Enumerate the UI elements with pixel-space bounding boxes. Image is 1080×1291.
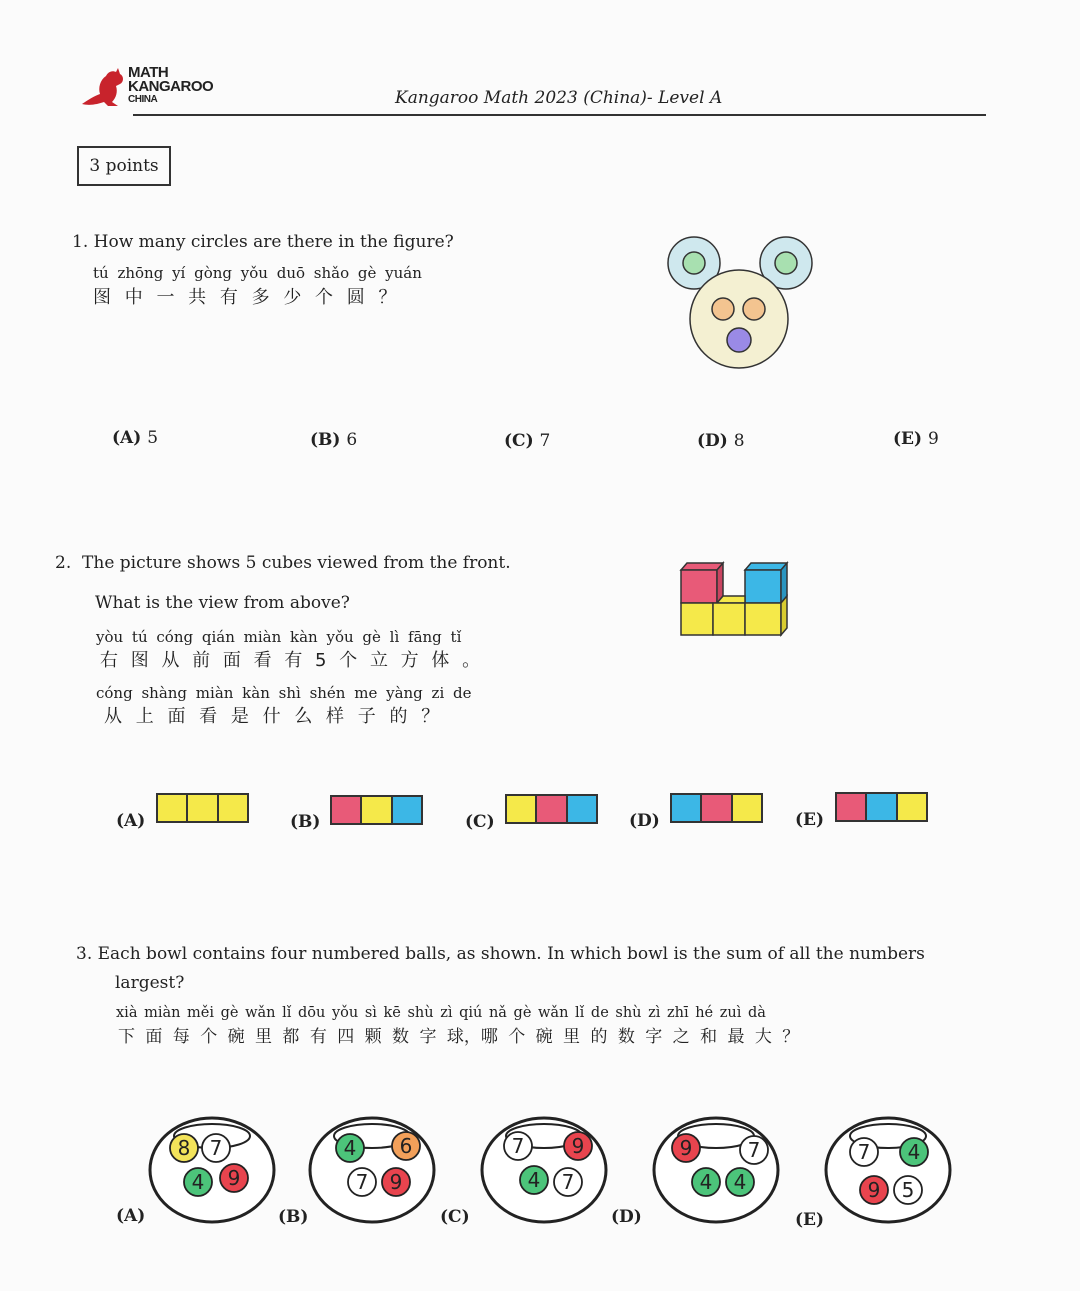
logo-line-2: KANGAROO bbox=[128, 78, 214, 95]
strip-cell bbox=[702, 795, 732, 821]
q2-question bbox=[55, 553, 511, 573]
mouth-circle bbox=[727, 328, 751, 352]
header-divider bbox=[133, 114, 986, 116]
option-value: 6 bbox=[346, 430, 358, 450]
q2-option-d[interactable] bbox=[670, 793, 763, 823]
bowl-e[interactable] bbox=[826, 1118, 950, 1222]
option-label: (B) bbox=[310, 430, 341, 450]
q2-option-c[interactable] bbox=[505, 794, 598, 824]
q3-option-b-label: (B) bbox=[278, 1207, 309, 1227]
bowl-c[interactable] bbox=[482, 1118, 606, 1222]
q2-option-e-label: (E) bbox=[795, 810, 825, 830]
bowl-body bbox=[654, 1118, 778, 1222]
strip-cell bbox=[362, 797, 392, 823]
yellow-cube-2 bbox=[713, 603, 745, 635]
option-value: 9 bbox=[927, 429, 939, 449]
strip-cell bbox=[867, 794, 897, 820]
red-cube bbox=[681, 570, 717, 603]
strip-cell bbox=[568, 796, 596, 822]
strip-cell bbox=[332, 797, 362, 823]
q3-option-e-label: (E) bbox=[795, 1210, 825, 1230]
ball-number: 7 bbox=[561, 1170, 575, 1194]
q3-number: 3. bbox=[76, 944, 93, 964]
q1-option-c[interactable] bbox=[504, 431, 550, 451]
ball-number: 7 bbox=[209, 1136, 223, 1160]
q3-question bbox=[76, 944, 925, 964]
q3-option-c-label: (C) bbox=[440, 1207, 470, 1227]
ball-number: 9 bbox=[679, 1136, 693, 1160]
q2-option-a-label: (A) bbox=[116, 811, 146, 831]
q2-number: 2. bbox=[55, 553, 72, 573]
q1-option-b[interactable] bbox=[310, 430, 357, 450]
q2-pinyin-1: yòu tú cóng qián miàn kàn yǒu gè lì fāng tǐ bbox=[96, 628, 462, 646]
math-kangaroo-logo bbox=[78, 66, 218, 110]
option-label: (A) bbox=[112, 428, 142, 448]
ball-number: 4 bbox=[527, 1168, 541, 1192]
q2-option-a[interactable] bbox=[156, 793, 249, 823]
ball-number: 7 bbox=[355, 1170, 369, 1194]
q2-hanzi-1: 右 图 从 前 面 看 有 5 个 立 方 体 。 bbox=[100, 650, 481, 671]
strip-cell bbox=[733, 795, 761, 821]
page-title: Kangaroo Math 2023 (China)- Level A bbox=[395, 88, 723, 108]
blue-cube bbox=[745, 570, 781, 603]
bowl-body bbox=[310, 1118, 434, 1222]
ball-number: 4 bbox=[907, 1140, 921, 1164]
option-label: (D) bbox=[697, 431, 728, 451]
q1-option-a[interactable] bbox=[112, 428, 158, 448]
strip-cell bbox=[188, 795, 218, 821]
ball-number: 9 bbox=[227, 1166, 241, 1190]
q2-option-e[interactable] bbox=[835, 792, 928, 822]
q1-question bbox=[72, 232, 454, 252]
q3-pinyin: xià miàn měi gè wǎn lǐ dōu yǒu sì kē shù zì qiú nǎ gè wǎn lǐ de shù zì zhī hé zuì dà bbox=[116, 1005, 766, 1021]
kangaroo-icon bbox=[78, 66, 128, 110]
q2-hanzi-2: 从 上 面 看 是 什 么 样 子 的 ？ bbox=[104, 706, 440, 727]
option-label: (E) bbox=[893, 429, 923, 449]
q3-option-a-label: (A) bbox=[116, 1206, 146, 1226]
q1-option-e[interactable] bbox=[893, 429, 939, 449]
q3-bowls-figure bbox=[0, 1100, 1080, 1240]
q1-circles-figure bbox=[660, 230, 820, 375]
q2-text-1: The picture shows 5 cubes viewed from the front. bbox=[82, 553, 511, 573]
bowl-body bbox=[826, 1118, 950, 1222]
strip-cell bbox=[158, 795, 188, 821]
strip-cell bbox=[898, 794, 926, 820]
ball-number: 5 bbox=[901, 1178, 915, 1202]
bowl-b[interactable] bbox=[310, 1118, 434, 1222]
ball-number: 7 bbox=[857, 1140, 871, 1164]
strip-cell bbox=[507, 796, 537, 822]
strip-cell bbox=[672, 795, 702, 821]
ball-number: 4 bbox=[733, 1170, 747, 1194]
ball-number: 7 bbox=[511, 1134, 525, 1158]
ball-number: 8 bbox=[177, 1136, 191, 1160]
q2-text-2: What is the view from above? bbox=[95, 593, 350, 613]
logo-line-3: CHINA bbox=[128, 94, 158, 105]
q2-option-b[interactable] bbox=[330, 795, 423, 825]
points-label: 3 points bbox=[77, 146, 171, 186]
q2-option-d-label: (D) bbox=[629, 811, 660, 831]
option-label: (C) bbox=[504, 431, 534, 451]
q3-hanzi: 下 面 每 个 碗 里 都 有 四 颗 数 字 球，哪 个 碗 里 的 数 字 之 和 最 大 ？ bbox=[118, 1027, 800, 1047]
bowl-a[interactable] bbox=[150, 1118, 274, 1222]
q3-text-1: Each bowl contains four numbered balls, as shown. In which bowl is the sum of all the numbers bbox=[97, 944, 925, 964]
bowl-body bbox=[150, 1118, 274, 1222]
option-value: 7 bbox=[539, 431, 551, 451]
q2-cubes-figure bbox=[675, 560, 795, 640]
ball-number: 4 bbox=[191, 1170, 205, 1194]
q1-text: How many circles are there in the figure? bbox=[93, 232, 454, 252]
q2-pinyin-2: cóng shàng miàn kàn shì shén me yàng zi de bbox=[96, 684, 472, 702]
q1-hanzi: 图 中 一 共 有 多 少 个 圆 ？ bbox=[93, 287, 397, 308]
q3-text-2: largest? bbox=[115, 973, 185, 993]
face-circle bbox=[690, 270, 788, 368]
q1-option-d[interactable] bbox=[697, 431, 745, 451]
yellow-cube-1 bbox=[681, 603, 713, 635]
logo-line-1: MATH bbox=[128, 64, 169, 81]
ball-number: 7 bbox=[747, 1138, 761, 1162]
ball-number: 4 bbox=[699, 1170, 713, 1194]
strip-cell bbox=[537, 796, 567, 822]
ball-number: 9 bbox=[571, 1134, 585, 1158]
left-ear-inner-circle bbox=[683, 252, 705, 274]
bowl-d[interactable] bbox=[654, 1118, 778, 1222]
ball-number: 6 bbox=[399, 1134, 413, 1158]
q3-option-d-label: (D) bbox=[611, 1207, 642, 1227]
right-eye-circle bbox=[743, 298, 765, 320]
q1-pinyin: tú zhōng yí gòng yǒu duō shǎo gè yuán bbox=[93, 264, 422, 282]
strip-cell bbox=[837, 794, 867, 820]
ball-number: 4 bbox=[343, 1136, 357, 1160]
strip-cell bbox=[393, 797, 421, 823]
q2-option-b-label: (B) bbox=[290, 812, 321, 832]
q2-option-c-label: (C) bbox=[465, 812, 495, 832]
strip-cell bbox=[219, 795, 247, 821]
option-value: 8 bbox=[733, 431, 745, 451]
option-value: 5 bbox=[147, 428, 159, 448]
yellow-cube-3 bbox=[745, 603, 781, 635]
right-ear-inner-circle bbox=[775, 252, 797, 274]
q1-number: 1. bbox=[72, 232, 89, 252]
ball-number: 9 bbox=[389, 1170, 403, 1194]
left-eye-circle bbox=[712, 298, 734, 320]
ball-number: 9 bbox=[867, 1178, 881, 1202]
